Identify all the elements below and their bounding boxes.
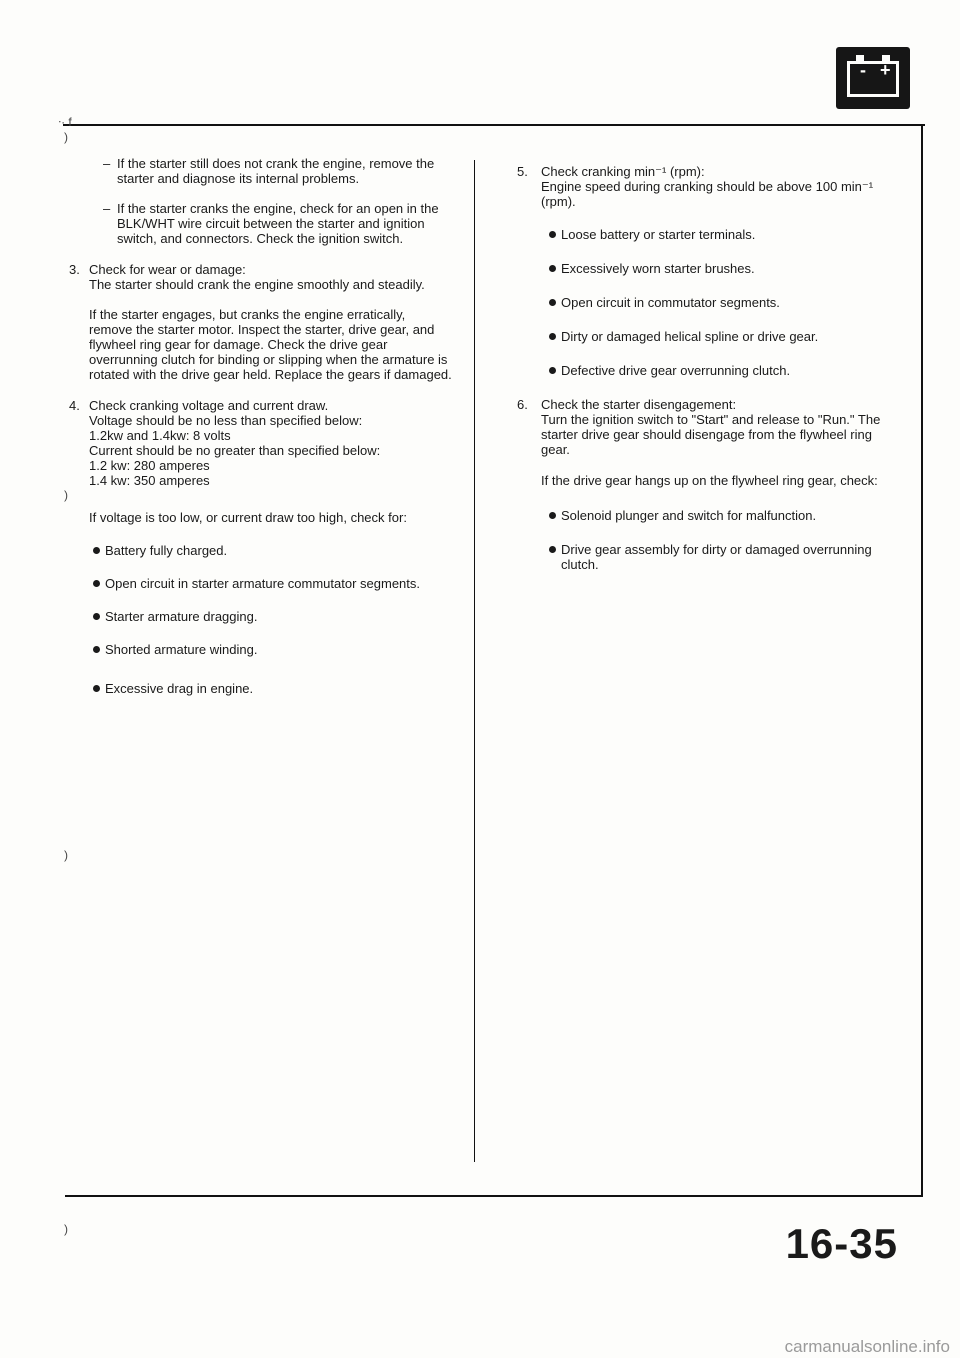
bullet-item: Excessive drag in engine. <box>105 681 452 696</box>
bullet-item: Solenoid plunger and switch for malfunction. <box>561 508 881 523</box>
watermark-bar <box>0 1334 960 1358</box>
dash-text: If the starter still does not crank the engine, remove the starter and diagnose its internal problems. <box>117 156 435 186</box>
left-column <box>69 156 452 711</box>
step-number: 3. <box>69 262 80 277</box>
margin-mark: ) <box>64 1222 68 1236</box>
plus-sign: + <box>880 60 891 80</box>
page-number: 16-35 <box>785 1220 898 1267</box>
bullet-item: Dirty or damaged helical spline or drive gear. <box>561 329 881 344</box>
step-heading: Check for wear or damage: <box>89 262 246 277</box>
step-text: If voltage is too low, or current draw too high, check for: <box>89 510 407 525</box>
step-number: 6. <box>517 397 528 412</box>
dash-item: – If the starter still does not crank the engine, remove the starter and diagnose its internal problems. <box>103 156 435 186</box>
right-column <box>517 164 881 587</box>
step-heading: Check cranking voltage and current draw. <box>89 398 329 413</box>
bullet-item: Defective drive gear overrunning clutch. <box>561 363 881 378</box>
step-text: If the starter engages, but cranks the engine erratically, remove the starter motor. Inspect the starter, drive gear, and flywheel ring gear for damage. Check the drive gear overrunning clutch for binding or slipping when the armature is rotated with the drive gear held. Replace the gears if damaged. <box>89 307 452 382</box>
minus-sign: - <box>860 60 866 80</box>
step-text: The starter should crank the engine smoothly and steadily. <box>89 277 425 292</box>
battery-icon <box>836 47 910 109</box>
step-text: Engine speed during cranking should be above 100 min⁻¹ (rpm). <box>541 179 874 209</box>
step-heading: Check the starter disengagement: <box>541 397 737 412</box>
step-text: If the drive gear hangs up on the flywheel ring gear, check: <box>541 473 878 488</box>
bullet-item: Open circuit in commutator segments. <box>561 295 881 310</box>
bullet-item: Shorted armature winding. <box>105 642 452 657</box>
column-divider <box>474 160 475 1162</box>
top-rule <box>63 124 925 126</box>
margin-mark: ᐧ· f <box>58 115 72 129</box>
spec-lines: Voltage should be no less than specified below: 1.2kw and 1.4kw: 8 volts Current should be no greater than specified below: 1.2 kw: 280 amperes 1.4 kw: 350 amperes <box>89 413 381 488</box>
margin-mark: ) <box>64 848 68 862</box>
margin-mark: ) <box>64 130 68 144</box>
step-5 <box>517 164 881 378</box>
step-number: 5. <box>517 164 528 179</box>
bullet-item: Starter armature dragging. <box>105 609 452 624</box>
margin-mark: ) <box>64 488 68 502</box>
bullet-item: Open circuit in starter armature commutator segments. <box>105 576 452 591</box>
dash-item: – If the starter cranks the engine, check for an open in the BLK/WHT wire circuit between the starter and ignition switch, and connectors. Check the ignition switch. <box>103 201 439 246</box>
bullet-item: Battery fully charged. <box>105 543 452 558</box>
step-3 <box>69 262 452 382</box>
dash-text: If the starter cranks the engine, check for an open in the BLK/WHT wire circuit between the starter and ignition switch, and connectors. Check the ignition switch. <box>117 201 439 246</box>
right-frame-rule <box>921 124 923 1196</box>
battery-body <box>847 61 899 97</box>
step-number: 4. <box>69 398 80 413</box>
step-6 <box>517 397 881 572</box>
bullet-item: Excessively worn starter brushes. <box>561 261 881 276</box>
step-heading: Check cranking min⁻¹ (rpm): <box>541 164 705 179</box>
bullet-item: Drive gear assembly for dirty or damaged overrunning clutch. <box>561 542 881 572</box>
bottom-rule <box>65 1195 923 1197</box>
watermark-text[interactable]: carmanualsonline.info <box>784 1337 950 1356</box>
step-4 <box>69 398 452 696</box>
bullet-item: Loose battery or starter terminals. <box>561 227 881 242</box>
step-text: Turn the ignition switch to "Start" and release to "Run." The starter drive gear should disengage from the flywheel ring gear. <box>541 412 881 457</box>
